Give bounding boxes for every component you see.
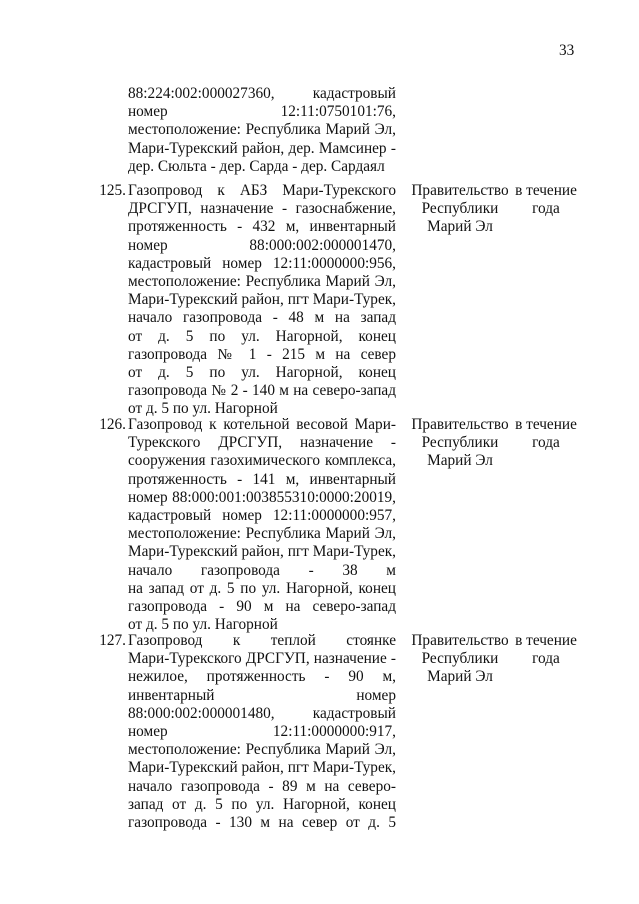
description-line: на запад от д. 5 по ул. Нагорной, конец bbox=[128, 579, 396, 597]
description-line: номер 12:11:0000000:917, bbox=[128, 722, 396, 740]
description-line: газопровода - 130 м на север от д. 5 bbox=[128, 813, 396, 831]
description-line: сооружения газохимического комплекса, bbox=[128, 452, 396, 470]
agency-line: Марий Эл bbox=[427, 218, 493, 236]
description-line: Турекского ДРСГУП, назначение - bbox=[128, 434, 396, 452]
item-description bbox=[128, 182, 396, 418]
description-line: Мари-Турекский район, пгт Мари-Турек, bbox=[128, 291, 396, 309]
description-line: от д. 5 по ул. Нагорной, конец bbox=[128, 363, 396, 381]
description-line: газопровода № 1 - 215 м на север bbox=[128, 345, 396, 363]
description-line: местоположение: Республика Марий Эл, bbox=[128, 741, 396, 759]
item-description bbox=[128, 632, 396, 832]
description-line: нежилое, протяженность - 90 м, bbox=[128, 668, 396, 686]
description-line: начало газопровода - 89 м на северо- bbox=[128, 777, 396, 795]
term-line: в течение bbox=[515, 632, 577, 649]
agency-line: Правительство bbox=[411, 632, 509, 649]
description-line: запад от д. 5 по ул. Нагорной, конец bbox=[128, 795, 396, 813]
responsible-agency bbox=[404, 182, 516, 237]
description-line: 88:224:002:000027360, кадастровый bbox=[128, 85, 396, 102]
description-line: ДРСГУП, назначение - газоснабжение, bbox=[128, 200, 396, 218]
description-line: Мари-Турекский район, дер. Мамсинер - bbox=[128, 139, 396, 157]
description-line: Мари-Турекского ДРСГУП, назначение - bbox=[128, 650, 396, 668]
term-line: в течение bbox=[515, 182, 577, 199]
description-line: номер 88:000:002:000001470, bbox=[128, 236, 396, 254]
description-line: местоположение: Республика Марий Эл, bbox=[128, 272, 396, 290]
description-line: инвентарный номер bbox=[128, 686, 396, 704]
description-line: газопровода - 90 м на северо-запад bbox=[128, 597, 396, 615]
item-number: 127. bbox=[99, 632, 126, 649]
agency-line: Правительство bbox=[411, 416, 509, 433]
agency-line: Республики bbox=[421, 650, 499, 668]
term-line: года bbox=[532, 200, 560, 218]
agency-line: Республики bbox=[421, 434, 499, 452]
description-line: протяженность - 432 м, инвентарный bbox=[128, 218, 396, 236]
item-description bbox=[128, 416, 396, 634]
page-number: 33 bbox=[559, 42, 575, 59]
deadline bbox=[512, 416, 580, 452]
description-line: начало газопровода - 38 м bbox=[128, 561, 396, 579]
description-line: протяженность - 141 м, инвентарный bbox=[128, 470, 396, 488]
agency-line: Правительство bbox=[411, 182, 509, 199]
deadline bbox=[512, 632, 580, 668]
description-line: Мари-Турекский район, пгт Мари-Турек, bbox=[128, 759, 396, 777]
continuation-description bbox=[128, 85, 396, 176]
description-line: от д. 5 по ул. Нагорной bbox=[128, 616, 278, 634]
description-line: номер 12:11:0750101:76, bbox=[128, 103, 396, 121]
term-line: года bbox=[532, 434, 560, 452]
description-line: номер 88:000:001:003855310:0000:20019, bbox=[128, 488, 396, 506]
description-line: Газопровод к АБЗ Мари-Турекского bbox=[128, 182, 396, 199]
item-number: 125. bbox=[99, 182, 126, 199]
description-line: газопровода № 2 - 140 м на северо-запад bbox=[128, 382, 396, 400]
item-number: 126. bbox=[99, 416, 126, 433]
agency-line: Марий Эл bbox=[427, 452, 493, 470]
agency-line: Республики bbox=[421, 200, 499, 218]
deadline bbox=[512, 182, 580, 218]
description-line: кадастровый номер 12:11:0000000:957, bbox=[128, 506, 396, 524]
description-line: кадастровый номер 12:11:0000000:956, bbox=[128, 254, 396, 272]
description-line: местоположение: Республика Марий Эл, bbox=[128, 121, 396, 139]
description-line: Газопровод к теплой стоянке bbox=[128, 632, 396, 649]
responsible-agency bbox=[404, 632, 516, 687]
description-line: Мари-Турекский район, пгт Мари-Турек, bbox=[128, 543, 396, 561]
responsible-agency bbox=[404, 416, 516, 471]
term-line: в течение bbox=[515, 416, 577, 433]
description-line: от д. 5 по ул. Нагорной bbox=[128, 400, 278, 418]
description-line: Газопровод к котельной весовой Мари- bbox=[128, 416, 396, 433]
description-line: от д. 5 по ул. Нагорной, конец bbox=[128, 327, 396, 345]
description-line: 88:000:002:000001480, кадастровый bbox=[128, 704, 396, 722]
description-line: местоположение: Республика Марий Эл, bbox=[128, 525, 396, 543]
description-line: начало газопровода - 48 м на запад bbox=[128, 309, 396, 327]
description-line: дер. Сюльта - дер. Сарда - дер. Сардаял bbox=[128, 157, 385, 175]
agency-line: Марий Эл bbox=[427, 668, 493, 686]
term-line: года bbox=[532, 650, 560, 668]
